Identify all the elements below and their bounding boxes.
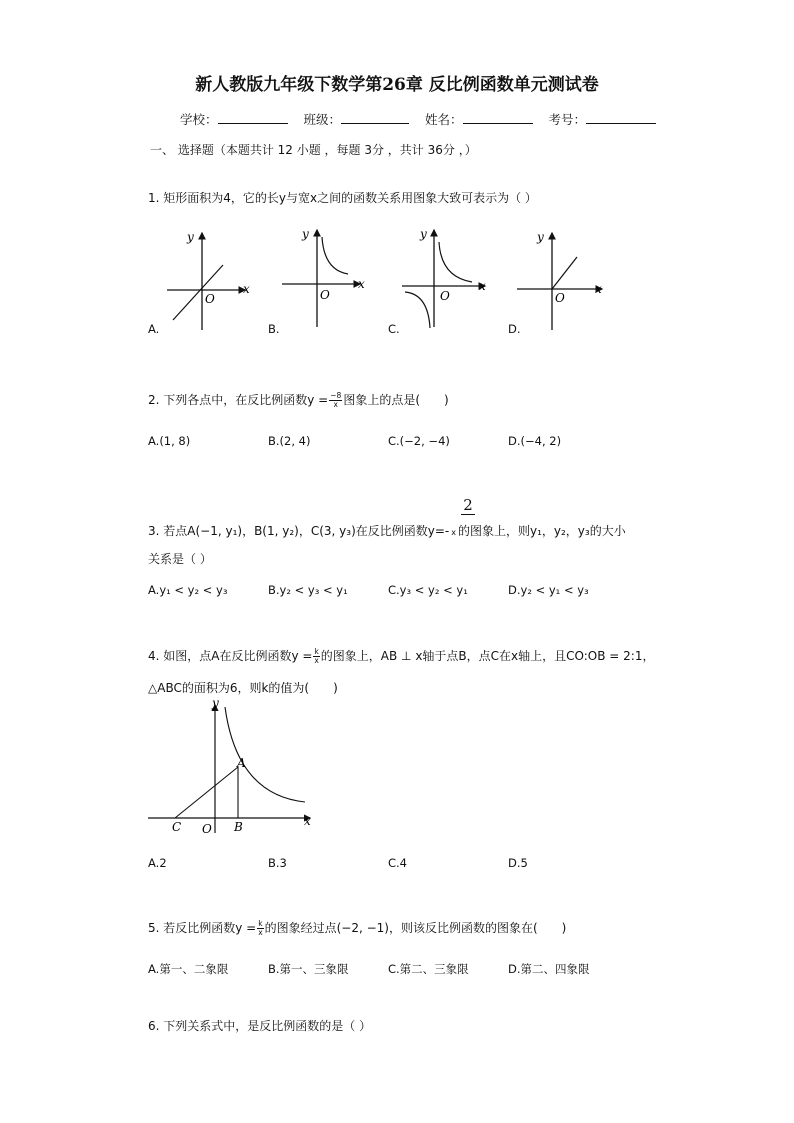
question-3-stem-line2: 关系是（ ） [148,552,212,566]
fig-point-b: B [234,820,243,834]
question-3-stem-line1 [148,523,626,540]
x-label: x [358,277,365,291]
frac-num: k [314,647,319,656]
page-title: 新人教版九年级下数学第26章 反比例函数单元测试卷 [195,75,599,95]
fig-origin: O [202,822,212,836]
fig-x-label: x [304,814,311,828]
y-label: y [420,227,427,241]
q3-option-b[interactable]: B.y₂ < y₃ < y₁ [268,583,348,597]
y-label: y [537,230,544,244]
q1-option-a[interactable]: A. [148,322,160,336]
q3-text-b: 的图象上，则y₁，y₂，y₃的大小 [457,524,626,538]
school-blank[interactable] [218,111,288,124]
exam-no-blank[interactable] [586,111,656,124]
x-label: x [243,282,250,296]
frac-den: x [258,928,263,937]
q1-option-c[interactable]: C. [388,322,400,336]
q5-text-b: 的图象经过点(−2, −1)，则该反比例函数的图象在( ) [264,921,567,935]
q4-fraction [313,648,319,665]
name-blank[interactable] [463,111,533,124]
frac-num: −8 [330,391,342,400]
q2-text-b: 图象上的点是( ) [343,393,449,407]
origin-label: O [320,288,330,302]
y-label: y [187,230,194,244]
origin-label: O [205,292,215,306]
q5-fraction [257,920,263,937]
frac-num: k [258,919,263,928]
q1-graph-d [515,225,610,335]
exam-no-label: 考号： [548,112,587,127]
q4-figure [145,695,320,840]
q1-graph-b [280,222,375,332]
q4-text-b: 的图象上，AB ⊥ x轴于点B，点C在x轴上，且CO:OB = 2:1， [320,649,655,663]
section-heading: 一、 选择题（本题共计 12 小题 ，每题 3分 ，共计 36分 ，） [150,143,477,157]
frac-den: x [333,400,338,409]
q1-graph-a [165,225,260,335]
q4-text-a: 4. 如图，点A在反比例函数y = [148,649,313,663]
q3-frac-num: 2 [461,496,475,515]
fig-point-a: A [237,756,246,770]
class-label: 班级： [303,112,342,127]
question-2-stem [148,392,449,409]
origin-label: O [440,289,450,303]
question-6-stem: 6. 下列关系式中，是反比例函数的是（ ） [148,1019,372,1033]
q3-option-c[interactable]: C.y₃ < y₂ < y₁ [388,583,468,597]
q5-option-d[interactable]: D.第二、四象限 [508,962,590,976]
q3-option-a[interactable]: A.y₁ < y₂ < y₃ [148,583,228,597]
frac-den: x [314,656,319,665]
fig-y-label: y [212,696,219,710]
class-blank[interactable] [341,111,409,124]
q5-text-a: 5. 若反比例函数y = [148,921,257,935]
fig-point-c: C [172,820,182,834]
question-5-stem [148,920,566,937]
q2-fraction [329,392,342,409]
q2-option-b[interactable]: B.(2, 4) [268,434,311,448]
q5-option-c[interactable]: C.第二、三象限 [388,962,469,976]
q2-option-c[interactable]: C.(−2, −4) [388,434,450,448]
q1-option-d[interactable]: D. [508,322,521,336]
q5-option-a[interactable]: A.第一、二象限 [148,962,229,976]
q4-option-c[interactable]: C.4 [388,856,408,870]
q1-option-b[interactable]: B. [268,322,280,336]
q2-text-a: 2. 下列各点中，在反比例函数y = [148,393,329,407]
school-label: 学校： [180,112,218,127]
question-4-stem [148,648,654,665]
q2-option-a[interactable]: A.(1, 8) [148,434,191,448]
x-label: x [479,279,486,293]
x-label: x [595,282,602,296]
y-label: y [302,227,309,241]
q5-option-b[interactable]: B.第一、三象限 [268,962,349,976]
q4-option-a[interactable]: A.2 [148,856,167,870]
q1-graph-c [400,222,495,332]
question-4-stem-line2: △ABC的面积为6，则k的值为( ) [148,681,338,695]
question-1-stem: 1. 矩形面积为4，它的长y与宽x之间的函数关系用图象大致可表示为（ ） [148,191,537,205]
q4-option-b[interactable]: B.3 [268,856,287,870]
student-info-line [180,110,668,128]
name-label: 姓名： [425,112,463,127]
q4-option-d[interactable]: D.5 [508,856,528,870]
q3-option-d[interactable]: D.y₂ < y₁ < y₃ [508,583,589,597]
q3-text-a: 3. 若点A(−1, y₁)，B(1, y₂)，C(3, y₃)在反比例函数y=- [148,524,450,538]
origin-label: O [555,291,565,305]
q3-frac-den: x [451,528,456,537]
q2-option-d[interactable]: D.(−4, 2) [508,434,562,448]
